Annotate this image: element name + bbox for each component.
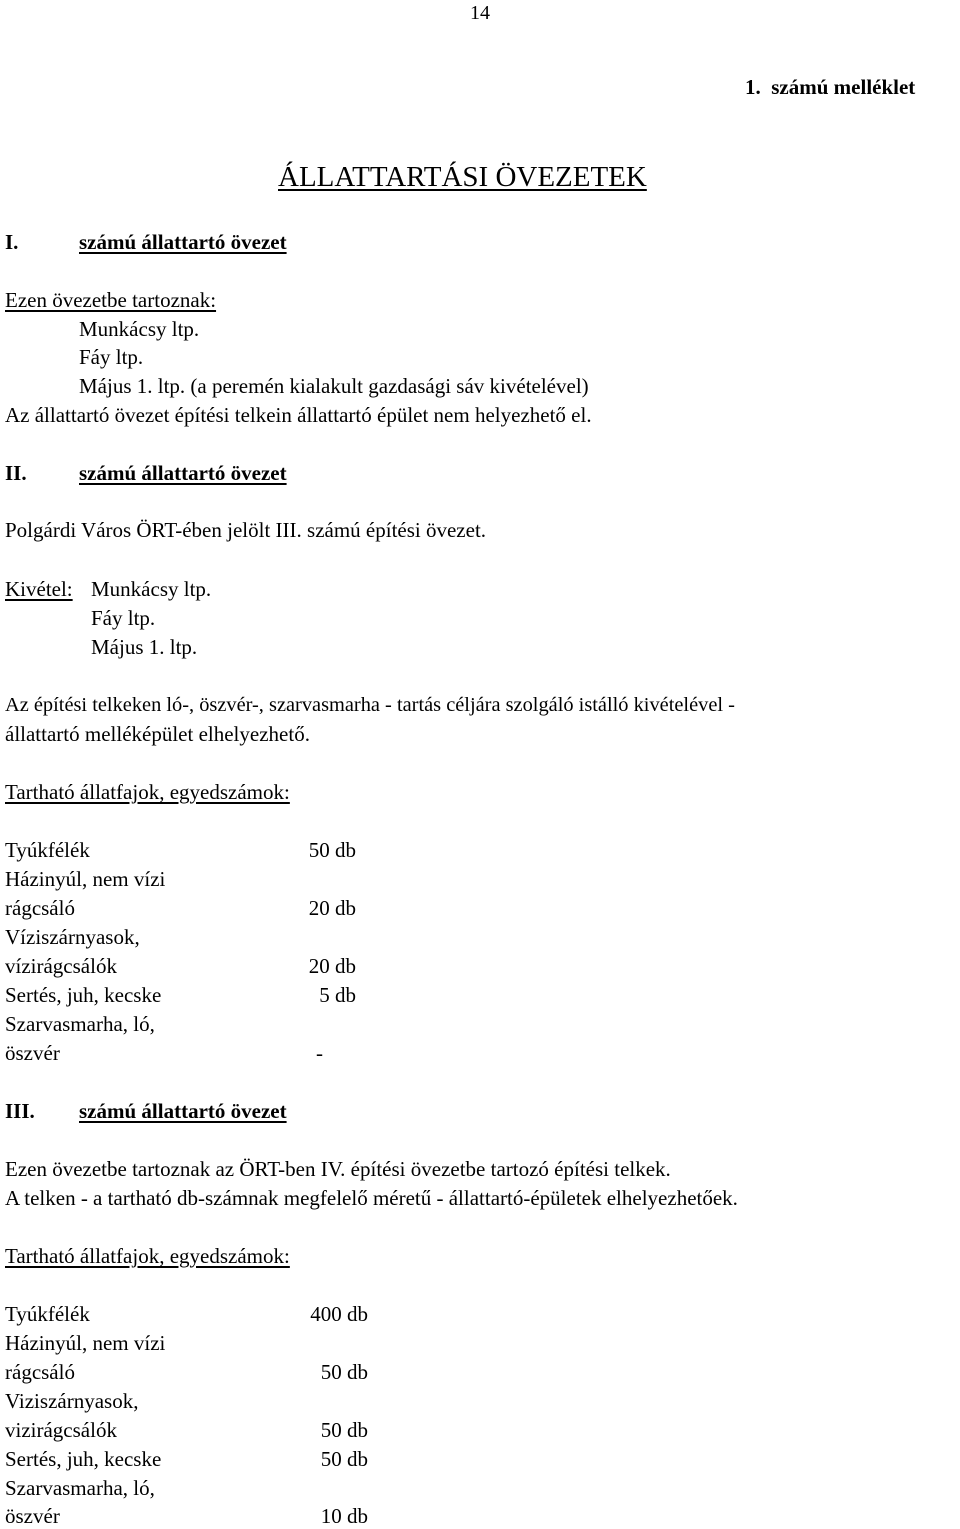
species-name: Szarvasmarha, ló, [5, 1476, 155, 1500]
zone2-number: II. [5, 461, 27, 485]
species-name-cont: vizirágcsálók [5, 1418, 117, 1442]
zone2-title: számú állattartó övezet [79, 461, 287, 485]
species-name: Szarvasmarha, ló, [5, 1012, 155, 1036]
zone1-number: I. [5, 230, 19, 254]
species-name-cont: öszvér [5, 1504, 60, 1528]
zone2-exception-label: Kivétel: [5, 577, 73, 601]
species-count: 50 db [320, 1360, 368, 1384]
species-name: Házinyúl, nem vízi [5, 1331, 166, 1355]
species-name-cont: rágcsáló [5, 1360, 75, 1384]
species-count: 50 db [320, 1447, 368, 1471]
species-count: 20 db [308, 954, 356, 978]
species-name: Víziszárnyasok, [5, 925, 140, 949]
page-number: 14 [470, 2, 490, 24]
species-name-cont: vízirágcsálók [5, 954, 117, 978]
zone2-exception-item: Munkácsy ltp. [91, 577, 212, 601]
species-name: Sertés, juh, kecske [5, 1447, 162, 1471]
species-count: 50 db [320, 1418, 368, 1442]
zone1-intro: Ezen övezetbe tartoznak: [5, 288, 217, 312]
zone2-exception-item: Fáy ltp. [91, 606, 156, 630]
annex-label: 1. számú melléklet [745, 75, 916, 99]
species-name: Sertés, juh, kecske [5, 983, 162, 1007]
main-title: ÁLLATTARTÁSI ÖVEZETEK [278, 161, 647, 193]
zone2-description: Polgárdi Város ÖRT-ében jelölt III. számú építési övezet. [5, 518, 487, 542]
zone3-number: III. [5, 1099, 35, 1123]
species-name: Tyúkfélék [5, 838, 90, 862]
species-count: - [316, 1041, 323, 1065]
zone3-line1: Ezen övezetbe tartoznak az ÖRT-ben IV. építési övezetbe tartozó építési telkek. [5, 1157, 671, 1181]
species-count: 5 db [319, 983, 356, 1007]
zone1-rule: Az állattartó övezet építési telkein állattartó épület nem helyezhető el. [5, 403, 592, 427]
zone2-exception-item: Május 1. ltp. [91, 635, 198, 659]
zone1-title: számú állattartó övezet [79, 230, 287, 254]
species-count: 10 db [320, 1504, 368, 1528]
zone1-item: Május 1. ltp. (a peremén kialakult gazdasági sáv kivételével) [79, 374, 589, 398]
zone3-line2: A telken - a tartható db-számnak megfelelő méretű - állattartó-épületek elhelyezhetőek. [5, 1186, 738, 1210]
species-name: Házinyúl, nem vízi [5, 867, 166, 891]
zone1-item: Munkácsy ltp. [79, 317, 200, 341]
zone2-species-heading: Tartható állatfajok, egyedszámok: [5, 780, 290, 804]
species-name: Tyúkfélék [5, 1302, 90, 1326]
species-count: 50 db [308, 838, 356, 862]
zone1-item: Fáy ltp. [79, 345, 144, 369]
zone3-title: számú állattartó övezet [79, 1099, 287, 1123]
species-name: Viziszárnyasok, [5, 1389, 139, 1413]
zone3-species-heading: Tartható állatfajok, egyedszámok: [5, 1244, 290, 1268]
zone2-rule-line1: Az építési telkeken ló-, öszvér-, szarvasmarha - tartás céljára szolgáló istálló kivételével - [5, 694, 735, 716]
zone2-rule-line2: állattartó melléképület elhelyezhető. [5, 722, 310, 746]
species-name-cont: öszvér [5, 1041, 60, 1065]
species-name-cont: rágcsáló [5, 896, 75, 920]
species-count: 20 db [308, 896, 356, 920]
species-count: 400 db [310, 1302, 368, 1326]
